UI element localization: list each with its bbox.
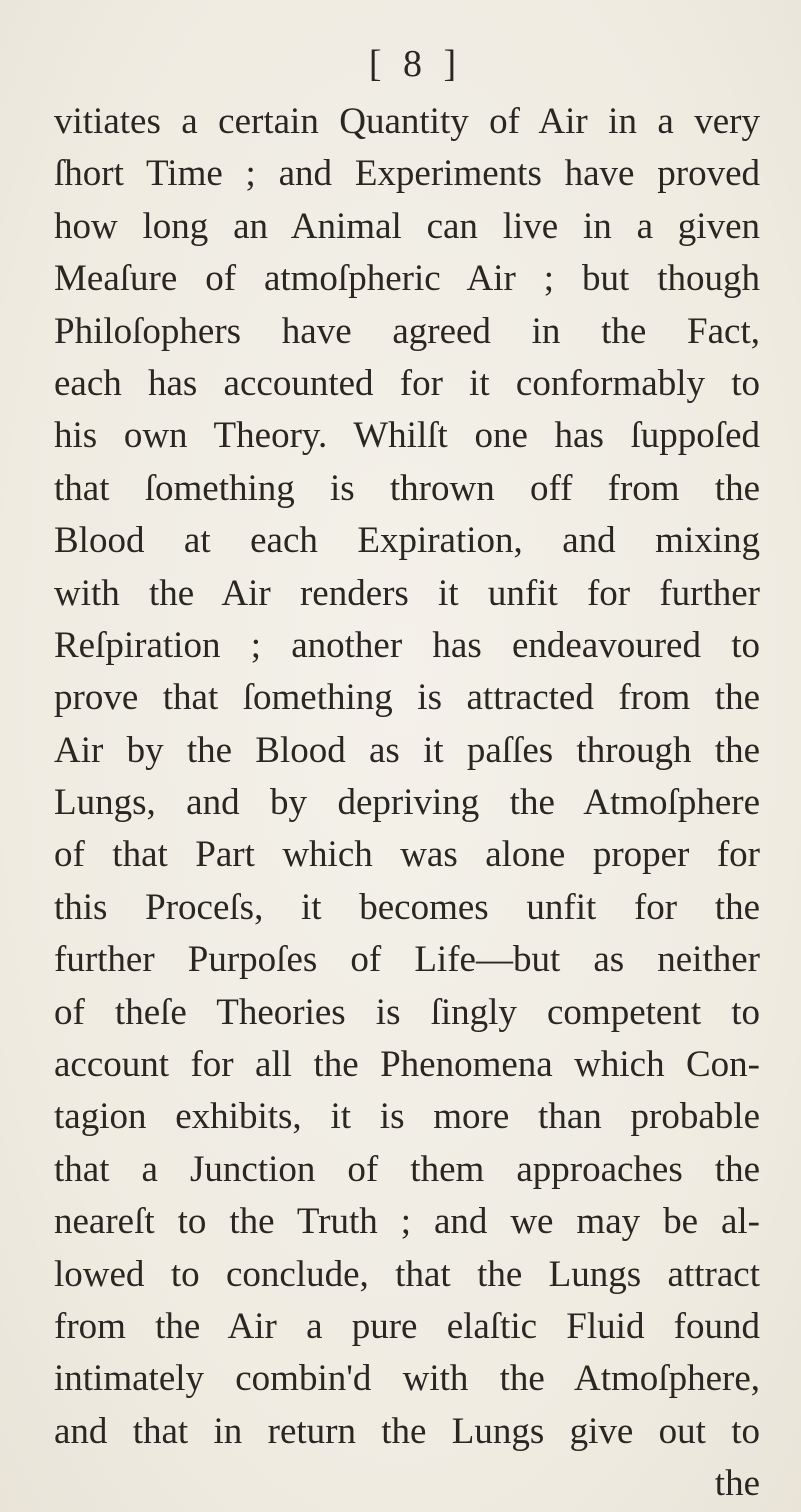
text-line: Lungs, and by depriving the Atmoſphere [54, 782, 760, 824]
catchword: the [714, 1463, 760, 1505]
text-line: his own Theory. Whilſt one has ſuppoſed [54, 415, 760, 457]
text-line: this Proceſs, it becomes unfit for the [54, 886, 760, 928]
text-line: Air by the Blood as it paſſes through the [54, 729, 760, 771]
text-line: neareſt to the Truth ; and we may be al- [54, 1201, 760, 1243]
text-line: each has accounted for it conformably to [54, 362, 760, 404]
text-line: with the Air renders it unfit for further [54, 572, 760, 614]
text-line: Philoſophers have agreed in the Fact, [54, 310, 760, 352]
text-line: intimately combin'd with the Atmoſphere, [54, 1358, 760, 1400]
text-line: that a Junction of them approaches the [54, 1148, 760, 1190]
text-line: further Purpoſes of Life—but as neither [54, 939, 760, 981]
text-line: and that in return the Lungs give out to [54, 1410, 760, 1452]
text-line: vitiates a certain Quantity of Air in a very [54, 101, 760, 142]
text-line: of theſe Theories is ſingly competent to [54, 991, 760, 1033]
text-line: Blood at each Expiration, and mixing [54, 520, 760, 562]
text-line: of that Part which was alone proper for [54, 834, 760, 876]
text-line: account for all the Phenomena which Con- [54, 1044, 760, 1086]
text-line: how long an Animal can live in a given [54, 205, 760, 247]
text-line: from the Air a pure elaſtic Fluid found [54, 1305, 760, 1347]
text-line: Reſpiration ; another has endeavoured to [54, 624, 760, 666]
text-line: that ſomething is thrown off from the [54, 467, 760, 509]
page-number: [ 8 ] [368, 43, 463, 85]
text-line: prove that ſomething is attracted from the [54, 677, 760, 719]
text-line: lowed to conclude, that the Lungs attract [54, 1253, 760, 1295]
body-text [54, 96, 760, 1511]
text-line: tagion exhibits, it is more than probable [54, 1096, 760, 1138]
text-line: ſhort Time ; and Experiments have proved [54, 153, 760, 195]
text-line: Meaſure of atmoſpheric Air ; but though [54, 258, 760, 300]
